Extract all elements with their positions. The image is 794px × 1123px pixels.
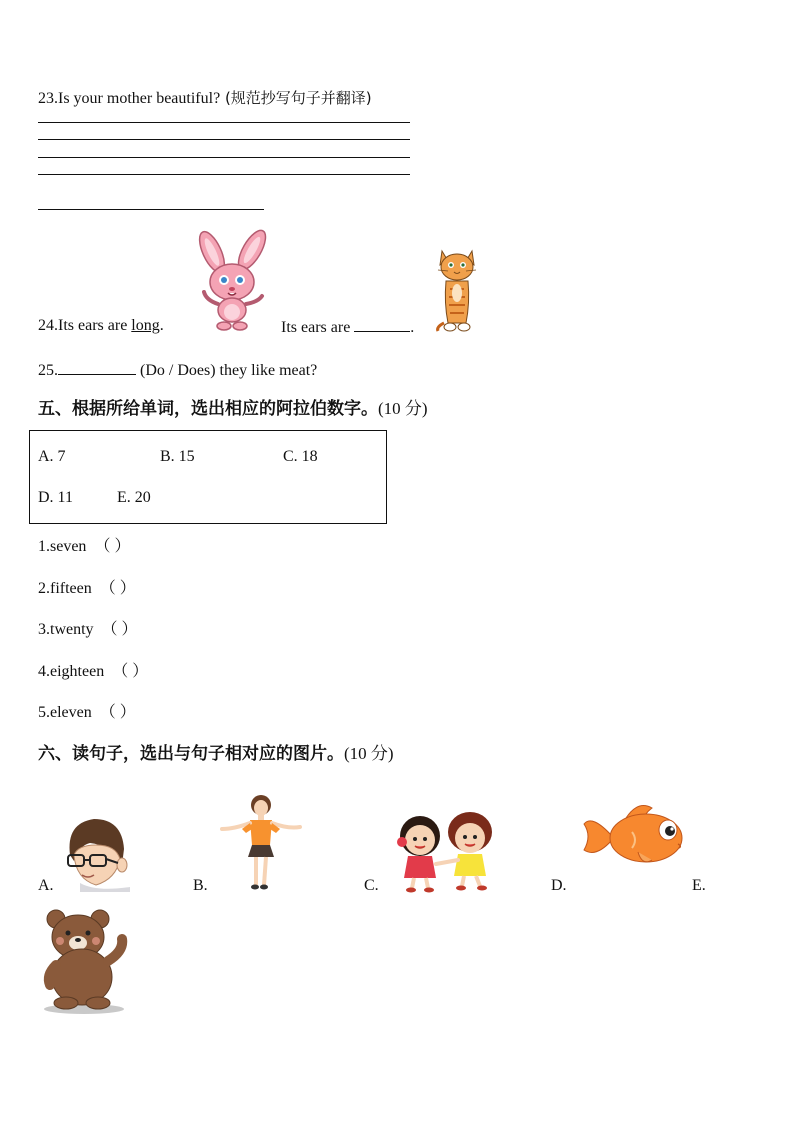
q24-blank[interactable] — [354, 316, 410, 332]
item-word: 2.fifteen — [38, 580, 92, 597]
writing-line-1[interactable] — [38, 122, 410, 123]
q23-prompt — [38, 88, 372, 109]
q24-part2 — [281, 316, 414, 338]
section5-title: 五、根据所给单词，选出相应的阿拉伯数字。 — [38, 399, 378, 419]
item-word: 4.eighteen — [38, 663, 105, 680]
section5-item-5 — [38, 703, 136, 723]
q24-part1 — [38, 316, 164, 336]
answer-paren[interactable]: （ ） — [94, 538, 131, 555]
writing-line-3[interactable] — [38, 157, 410, 158]
picture-label-a: A. — [38, 877, 54, 894]
section5-item-4 — [38, 662, 148, 682]
option-a: A. 7 — [38, 448, 66, 465]
q23-number: 23. — [38, 90, 58, 107]
q23-sentence: Is your mother beautiful? — [58, 90, 221, 107]
answer-paren[interactable]: （ ） — [99, 704, 136, 721]
picture-label-c: C. — [364, 877, 379, 894]
girl-arms-out-picture — [220, 793, 302, 891]
cat-illustration — [434, 243, 480, 333]
item-word: 5.eleven — [38, 704, 92, 721]
item-word: 1.seven — [38, 538, 87, 555]
option-b: B. 15 — [160, 448, 195, 465]
brown-bear-picture — [38, 905, 130, 1015]
section5-item-2 — [38, 579, 136, 599]
section5-heading — [38, 398, 428, 420]
section6-score: (10 分) — [344, 744, 394, 763]
q25 — [38, 359, 317, 381]
section6-heading — [38, 743, 394, 765]
translation-line[interactable] — [38, 209, 264, 210]
q25-blank[interactable] — [58, 359, 136, 375]
q24-end-2: . — [410, 319, 415, 336]
q24-prefix-2: Its ears are — [281, 319, 355, 336]
q23-instruction: (规范抄写句子并翻译) — [220, 89, 372, 107]
rabbit-illustration — [190, 230, 276, 332]
options-box — [29, 430, 387, 524]
writing-line-2[interactable] — [38, 139, 410, 140]
answer-paren[interactable]: （ ） — [101, 621, 138, 638]
q24-answer-long: long — [131, 317, 160, 334]
q24-number: 24. — [38, 317, 58, 334]
option-e: E. 20 — [117, 489, 151, 506]
q24-end-1: . — [159, 317, 164, 334]
section5-item-1 — [38, 537, 130, 557]
q25-number: 25. — [38, 362, 58, 379]
q25-rest: (Do / Does) they like meat? — [136, 362, 318, 379]
writing-line-4[interactable] — [38, 174, 410, 175]
q24-prefix-1: Its ears are — [58, 317, 132, 334]
option-d: D. 11 — [38, 489, 73, 506]
picture-label-e: E. — [692, 877, 706, 894]
goldfish-picture — [582, 800, 688, 870]
section5-item-3 — [38, 620, 138, 640]
boy-glasses-picture — [60, 815, 130, 892]
option-c: C. 18 — [283, 448, 318, 465]
item-word: 3.twenty — [38, 621, 94, 638]
two-kids-picture — [388, 808, 496, 892]
section5-score: (10 分) — [378, 399, 428, 418]
picture-label-b: B. — [193, 877, 208, 894]
picture-label-d: D. — [551, 877, 567, 894]
answer-paren[interactable]: （ ） — [112, 663, 149, 680]
section6-title: 六、读句子，选出与句子相对应的图片。 — [38, 744, 344, 764]
answer-paren[interactable]: （ ） — [99, 580, 136, 597]
